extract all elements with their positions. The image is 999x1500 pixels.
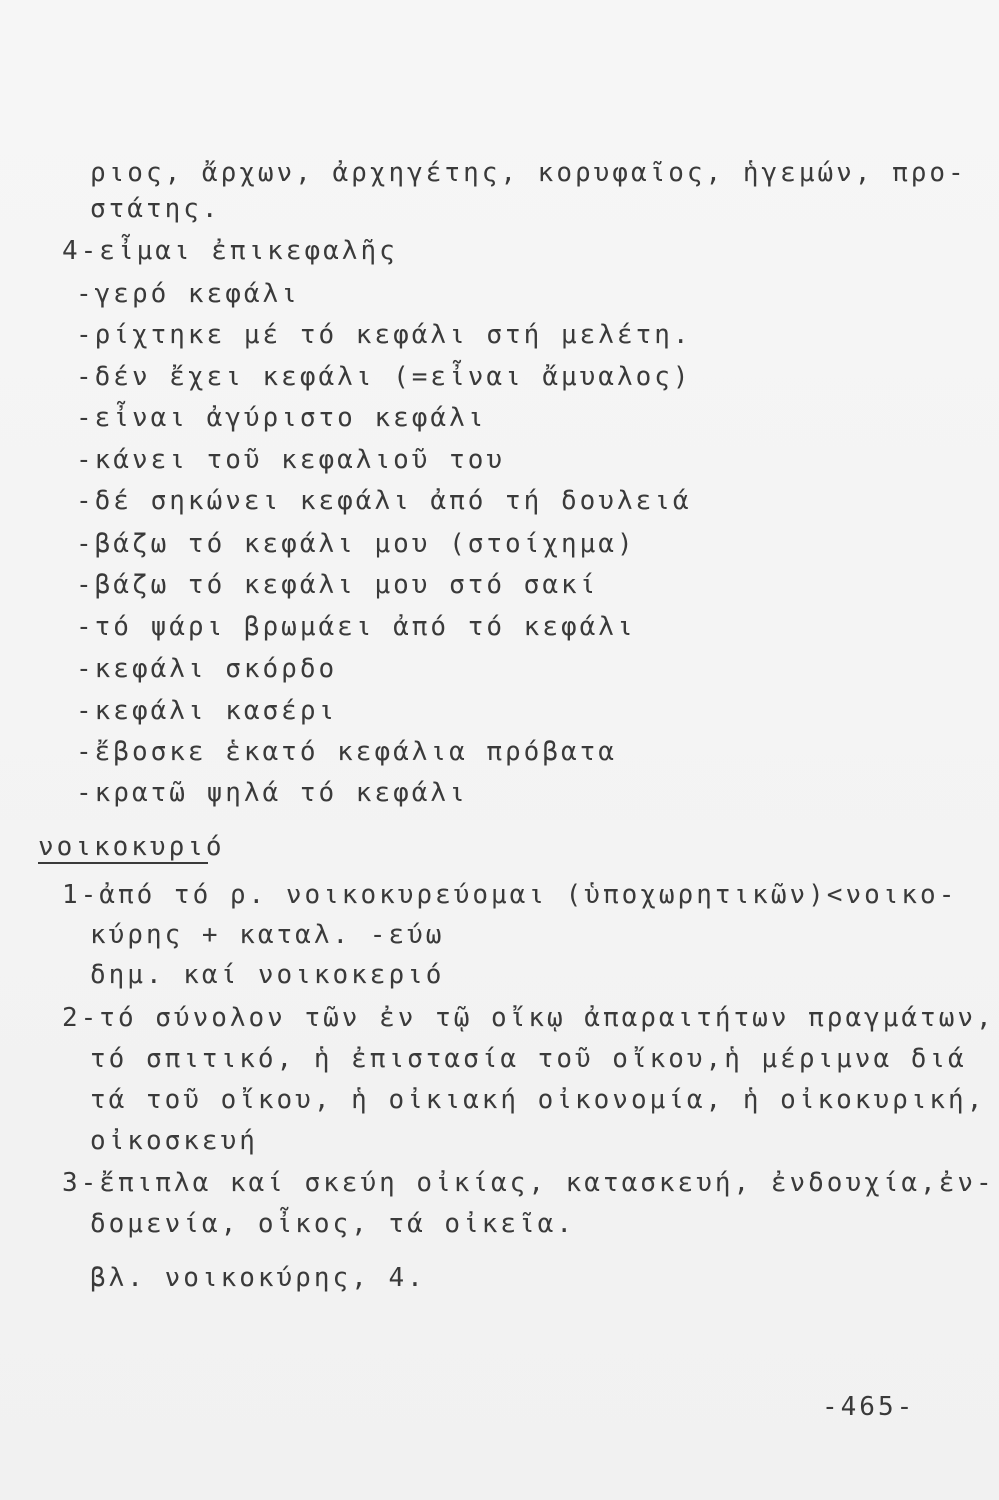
text-line: στάτης. [90,194,221,224]
text-line: -τό ψάρι βρωμάει ἀπό τό κεφάλι [76,612,636,642]
text-line: -ρίχτηκε μέ τό κεφάλι στή μελέτη. [76,320,692,350]
text-line: -εἶναι ἀγύριστο κεφάλι [76,403,487,433]
headword: νοικοκυριό [38,832,225,862]
text-line: -δέν ἔχει κεφάλι (=εἶναι ἄμυαλος) [76,362,692,392]
text-line: 3-ἔπιπλα καί σκεύη οἰκίας, κατασκευή, ἐνδουχία,ἐν- [62,1168,995,1198]
text-line: δημ. καί νοικοκεριό [90,960,445,990]
text-line: -βάζω τό κεφάλι μου (στοίχημα) [76,529,636,559]
text-line: 4-εἶμαι ἐπικεφαλῆς [62,236,398,266]
text-line: βλ. νοικοκύρης, 4. [90,1263,426,1293]
text-line: -κάνει τοῦ κεφαλιοῦ του [76,445,506,475]
text-line: κύρης + καταλ. -εύω [90,920,445,950]
text-line: -δέ σηκώνει κεφάλι ἀπό τή δουλειά [76,486,692,516]
text-line: -βάζω τό κεφάλι μου στό σακί [76,570,599,600]
text-line: -γερό κεφάλι [76,279,300,309]
text-line: 2-τό σύνολον τῶν ἐν τῷ οἴκῳ ἀπαραιτήτων πραγμάτων, [62,1003,995,1033]
text-line: -κεφάλι κασέρι [76,696,338,726]
text-line: δομενία, οἶκος, τά οἰκεῖα. [90,1209,575,1239]
text-line: ριος, ἄρχων, ἀρχηγέτης, κορυφαῖος, ἡγεμών, προ- [90,158,967,188]
text-line: -ἔβοσκε ἑκατό κεφάλια πρόβατα [76,737,617,767]
text-line: οἰκοσκευή [90,1126,258,1156]
text-line: τό σπιτικό, ἡ ἐπιστασία τοῦ οἴκου,ἡ μέριμνα διά [90,1044,967,1074]
text-line: τά τοῦ οἴκου, ἡ οἰκιακή οἰκονομία, ἡ οἰκοκυρική, [90,1085,986,1115]
text-line: -κρατῶ ψηλά τό κεφάλι [76,778,468,808]
page-number: -465- [822,1392,916,1422]
text-line: 1-ἀπό τό ρ. νοικοκυρεύομαι (ὑποχωρητικῶν)<νοικο- [62,880,958,910]
headword-underline [38,862,208,864]
text-line: -κεφάλι σκόρδο [76,654,338,684]
